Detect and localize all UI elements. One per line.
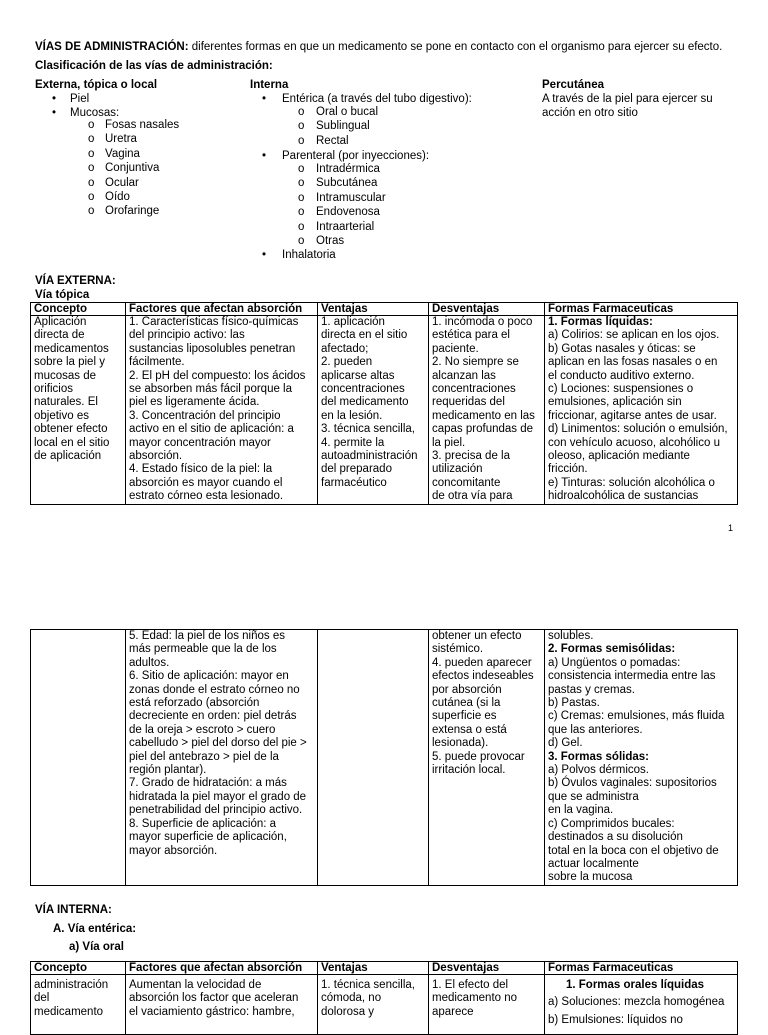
cell-line: zonas donde el estrato córneo no <box>129 683 300 696</box>
cell-line: en la lesión. <box>321 409 383 422</box>
oral-forms-title: 1. Formas orales líquidas <box>566 979 705 991</box>
cell-line: extensa o está <box>432 723 507 736</box>
cell-line: dolorosa y <box>321 1005 375 1018</box>
cell-line: piel del antebrazo > piel de la <box>129 750 279 763</box>
bullet-icon: • <box>262 93 267 105</box>
sub-bullet-icon: o <box>88 176 95 189</box>
cell-line: 2. No siempre se <box>432 356 519 369</box>
table-row <box>31 975 738 1035</box>
col-percutaneous-title: Percutánea <box>542 79 605 91</box>
cell-line: 3. precisa de la <box>432 450 510 463</box>
cell-line: estética para el <box>432 329 510 342</box>
doc-title: VÍAS DE ADMINISTRACIÓN: <box>35 41 189 53</box>
header-formas: Formas Farmaceuticas <box>545 962 738 975</box>
bullet-icon: • <box>52 107 57 120</box>
sub-bullet-icon: o <box>298 220 305 233</box>
cell-line: d) Linimentos: solución o emulsión, <box>548 423 728 436</box>
cell-line: 1. aplicación <box>321 316 385 328</box>
list-item: Fosas nasales <box>105 119 180 131</box>
cell-line: absorción. <box>129 450 183 463</box>
cell-line: sobre la piel y <box>34 356 105 369</box>
cell-line: a) Colirios: se aplican en los ojos. <box>548 329 720 342</box>
cell-line: que se administra <box>548 790 639 803</box>
cell-line: 5. puede provocar <box>432 750 525 763</box>
external-title: VÍA EXTERNA: <box>35 275 116 287</box>
sub-bullet-icon: o <box>88 119 95 131</box>
cell-line: autoadministración <box>321 450 418 463</box>
cell-line: en la vagina. <box>548 804 614 817</box>
cell-line: del preparado <box>321 463 392 476</box>
enteral-title: A. Vía entérica: <box>53 923 137 935</box>
header-ventajas: Ventajas <box>318 962 429 975</box>
cell-line: aplican en las fosas nasales o en <box>548 356 718 369</box>
cell-line: 3. Concentración del principio <box>129 409 281 422</box>
cell-line: 4. permite la <box>321 436 385 449</box>
cell-line: estrato córneo esta lesionado. <box>129 490 284 503</box>
list-item: Oral o bucal <box>316 106 379 118</box>
cell-line: aplicarse altas <box>321 369 395 382</box>
cell-line: decreciente en orden: piel detrás <box>129 710 297 723</box>
cell-line: sistémico. <box>432 643 484 656</box>
header-desventajas: Desventajas <box>429 303 545 316</box>
cell-line: del medicamento <box>321 396 409 409</box>
header-factores: Factores que afectan absorción <box>126 962 318 975</box>
cell-line: hidroalcohólica de sustancias <box>548 490 699 503</box>
cell-line: medicamento no <box>432 992 518 1005</box>
cell-line: fácilmente. <box>129 356 185 369</box>
enteral-item: Entérica (a través del tubo digestivo): <box>282 93 472 105</box>
sub-bullet-icon: o <box>88 133 95 146</box>
header-formas: Formas Farmaceuticas <box>545 303 738 316</box>
list-item: Conjuntiva <box>105 162 160 175</box>
cell-line: medicamento en las <box>432 409 535 422</box>
page-number: 1 <box>728 523 734 533</box>
cell-line: activo en el sitio de aplicación: a <box>129 423 294 436</box>
list-item: Rectal <box>316 134 349 147</box>
cell-line: obtener un efecto <box>432 630 522 642</box>
list-item: Ocular <box>105 176 139 189</box>
cell-line: objetivo es <box>34 409 89 422</box>
cell-line: 7. Grado de hidratación: a más <box>129 777 287 790</box>
cell-line: cabelludo > piel del dorso del pie > <box>129 737 307 750</box>
cell-line: más permeable que la de los <box>129 643 277 656</box>
cell-line: mayor superficie de aplicación, <box>129 831 287 844</box>
cell-line: mayor absorción. <box>129 844 218 857</box>
cell-concepto <box>31 630 126 886</box>
cell-line: naturales. El <box>34 396 98 409</box>
list-item: Piel <box>70 93 90 105</box>
list-item: Subcutánea <box>316 177 378 190</box>
cell-line: concomitante <box>432 476 501 489</box>
table-header-row <box>31 962 738 975</box>
cell-line: 4. Estado físico de la piel: la <box>129 463 273 476</box>
cell-line: concentraciones <box>321 383 405 396</box>
cell-line: 1. técnica sencilla, <box>321 979 415 991</box>
cell-line: fricción. <box>548 463 588 476</box>
list-item: Oído <box>105 191 130 203</box>
cell-line: directa de <box>34 329 85 342</box>
cell-line: total en la boca con el objetivo de <box>548 844 719 857</box>
parenteral-item: Parenteral (por inyecciones): <box>282 150 430 162</box>
sub-bullet-icon: o <box>298 235 305 247</box>
list-item: Otras <box>316 235 345 247</box>
cell-line: 1. El efecto del <box>432 979 509 991</box>
cell-line: 1. Formas líquidas: <box>548 316 653 328</box>
classification-title: Clasificación de las vías de administración: <box>35 60 273 72</box>
cell-line: el conducto auditivo externo. <box>548 369 695 382</box>
table-row <box>31 316 738 505</box>
cell-factores <box>126 975 318 1035</box>
cell-concepto <box>31 975 126 1035</box>
list-item: Sublingual <box>316 120 370 133</box>
cell-line: mayor concentración mayor <box>129 436 271 449</box>
cell-line: local en el sitio <box>34 436 110 449</box>
cell-line: 8. Superficie de aplicación: a <box>129 817 277 830</box>
cell-line: de la oreja > escroto > cuero <box>129 723 276 736</box>
cell-line: 2. Formas semisólidas: <box>548 643 676 656</box>
cell-line: del <box>34 992 50 1005</box>
sub-bullet-icon: o <box>298 120 305 133</box>
cell-line: que las anteriores. <box>548 723 643 736</box>
percutaneous-text-2: acción en otro sitio <box>542 107 638 119</box>
cell-line: adultos. <box>129 656 170 669</box>
cell-line: consistencia intermedia entre las <box>548 670 716 683</box>
cell-line: penetrabilidad del principio activo. <box>129 804 303 817</box>
cell-line: 5. Edad: la piel de los niños es <box>129 630 285 642</box>
cell-line: por absorción <box>432 683 502 696</box>
sub-bullet-icon: o <box>298 177 305 190</box>
list-item: Intradérmica <box>316 163 380 175</box>
bullet-icon: • <box>262 150 267 162</box>
cell-desventajas <box>429 975 545 1035</box>
table-row <box>31 630 738 886</box>
cell-line: requeridas del <box>432 396 505 409</box>
cell-line: 3. Formas sólidas: <box>548 750 649 763</box>
cell-line: destinados a su disolución <box>548 831 683 844</box>
sub-bullet-icon: o <box>88 147 95 160</box>
cell-line: b) Emulsiones: líquidos no <box>548 1013 683 1026</box>
cell-line: b) Pastas. <box>548 697 600 710</box>
cell-line: paciente. <box>432 342 479 355</box>
cell-line: concentraciones <box>432 383 516 396</box>
cell-line: administración <box>34 979 109 991</box>
cell-line: piel es ligeramente ácida. <box>129 396 260 409</box>
cell-line: c) Comprimidos bucales: <box>548 817 675 830</box>
cell-line: obtener efecto <box>34 423 108 436</box>
header-ventajas: Ventajas <box>318 303 429 316</box>
bullet-icon: • <box>262 249 267 261</box>
cell-line: b) Óvulos vaginales: supositorios <box>548 777 717 790</box>
cell-desventajas <box>429 316 545 505</box>
topical-title: Vía tópica <box>35 289 90 301</box>
bullet-icon: • <box>52 93 57 105</box>
header-desventajas: Desventajas <box>429 962 545 975</box>
cell-line: c) Lociones: suspensiones o <box>548 383 694 396</box>
list-item: Vagina <box>105 147 140 160</box>
cell-formas <box>545 975 738 1035</box>
cell-line: emulsiones, aplicación sin <box>548 396 682 409</box>
list-item: Intraarterial <box>316 220 375 233</box>
cell-line: sustancias liposolubles penetran <box>129 342 296 355</box>
col-internal-title: Interna <box>250 79 289 91</box>
cell-line: con vehículo acuoso, alcohólico u <box>548 436 720 449</box>
cell-line: 1. incómoda o poco <box>432 316 533 328</box>
sub-bullet-icon: o <box>88 162 95 175</box>
cell-line: medicamentos <box>34 342 109 355</box>
percutaneous-text-1: A través de la piel para ejercer su <box>542 93 713 105</box>
cell-formas <box>545 316 738 505</box>
cell-line: mucosas de <box>34 369 97 382</box>
cell-line: 6. Sitio de aplicación: mayor en <box>129 670 289 683</box>
cell-line: farmacéutico <box>321 476 387 489</box>
header-concepto: Concepto <box>31 962 126 975</box>
list-item: Orofaringe <box>105 205 160 218</box>
topical-table-continued <box>30 629 738 886</box>
cell-line: directa en el sitio <box>321 329 408 342</box>
doc-title-rest: diferentes formas en que un medicamento se pone en contacto con el organismo para ejercer su efecto. <box>188 41 723 53</box>
list-item: Endovenosa <box>316 206 380 219</box>
cell-line: pastas y cremas. <box>548 683 635 696</box>
cell-line: región plantar). <box>129 764 207 777</box>
cell-line: la piel. <box>432 436 466 449</box>
cell-line: 2. El pH del compuesto: los ácidos <box>129 369 306 382</box>
cell-line: 3. técnica sencilla, <box>321 423 415 436</box>
list-item: Uretra <box>105 133 137 146</box>
cell-line: capas profundas de <box>432 423 534 436</box>
cell-line: friccionar, agitarse antes de usar. <box>548 409 717 422</box>
internal-title: VÍA INTERNA: <box>35 904 112 916</box>
cell-desventajas <box>429 630 545 886</box>
sub-bullet-icon: o <box>88 191 95 203</box>
cell-line: absorción es mayor cuando el <box>129 476 283 489</box>
oral-title: a) Vía oral <box>69 941 124 953</box>
cell-line: a) Soluciones: mezcla homogénea <box>548 996 725 1009</box>
cell-concepto <box>31 316 126 505</box>
cell-line: irritación local. <box>432 764 506 777</box>
cell-line: está reforzado (absorción <box>129 697 260 710</box>
cell-line: cómoda, no <box>321 992 382 1005</box>
cell-line: 1. Características físico-químicas <box>129 316 299 328</box>
cell-line: de otra vía para <box>432 490 513 503</box>
cell-line: alcanzan las <box>432 369 496 382</box>
header-factores: Factores que afectan absorción <box>126 303 318 316</box>
cell-ventajas <box>318 316 429 505</box>
header-concepto: Concepto <box>31 303 126 316</box>
cell-line: de aplicación <box>34 450 102 463</box>
list-item: Mucosas: <box>70 107 120 120</box>
sub-bullet-icon: o <box>298 163 305 175</box>
cell-line: Aplicación <box>34 316 87 328</box>
cell-line: b) Gotas nasales y óticas: se <box>548 342 696 355</box>
cell-line: aparece <box>432 1005 474 1018</box>
cell-line: a) Ungüentos o pomadas: <box>548 656 681 669</box>
cell-line: a) Polvos dérmicos. <box>548 764 649 777</box>
cell-line: orificios <box>34 383 73 396</box>
cell-line: del principio activo: las <box>129 329 245 342</box>
cell-line: absorción los factor que aceleran <box>129 992 299 1005</box>
cell-line: e) Tinturas: solución alcohólica o <box>548 476 715 489</box>
cell-factores <box>126 316 318 505</box>
cell-line: efectos indeseables <box>432 670 534 683</box>
table-header-row <box>31 303 738 316</box>
list-item: Intramuscular <box>316 191 386 204</box>
cell-line: Aumentan la velocidad de <box>129 979 262 991</box>
cell-line: oleoso, aplicación mediante <box>548 450 690 463</box>
cell-line: hidratada la piel mayor el grado de <box>129 790 307 803</box>
cell-line: cutánea (si la <box>432 697 501 710</box>
sub-bullet-icon: o <box>298 106 305 118</box>
cell-line: d) Gel. <box>548 737 583 750</box>
cell-line: afectado; <box>321 342 369 355</box>
cell-line: sobre la mucosa <box>548 871 633 884</box>
sub-bullet-icon: o <box>298 134 305 147</box>
cell-line: actuar localmente <box>548 857 639 870</box>
cell-ventajas <box>318 975 429 1035</box>
cell-line: 4. pueden aparecer <box>432 656 532 669</box>
cell-line: el vaciamiento gástrico: hambre, <box>129 1005 295 1018</box>
topical-table <box>30 302 738 505</box>
cell-line: superficie es <box>432 710 497 723</box>
sub-bullet-icon: o <box>298 206 305 219</box>
cell-formas <box>545 630 738 886</box>
cell-line: solubles. <box>548 630 594 642</box>
cell-factores <box>126 630 318 886</box>
cell-line: lesionada). <box>432 737 489 750</box>
cell-line: medicamento <box>34 1005 104 1018</box>
cell-line: utilización <box>432 463 483 476</box>
cell-ventajas <box>318 630 429 886</box>
cell-line: se absorben más fácil porque la <box>129 383 293 396</box>
sub-bullet-icon: o <box>298 191 305 204</box>
col-external-title: Externa, tópica o local <box>35 79 158 91</box>
inhal-item: Inhalatoria <box>282 249 336 261</box>
sub-bullet-icon: o <box>88 205 95 218</box>
cell-line: 2. pueden <box>321 356 373 369</box>
cell-line: c) Cremas: emulsiones, más fluida <box>548 710 725 723</box>
